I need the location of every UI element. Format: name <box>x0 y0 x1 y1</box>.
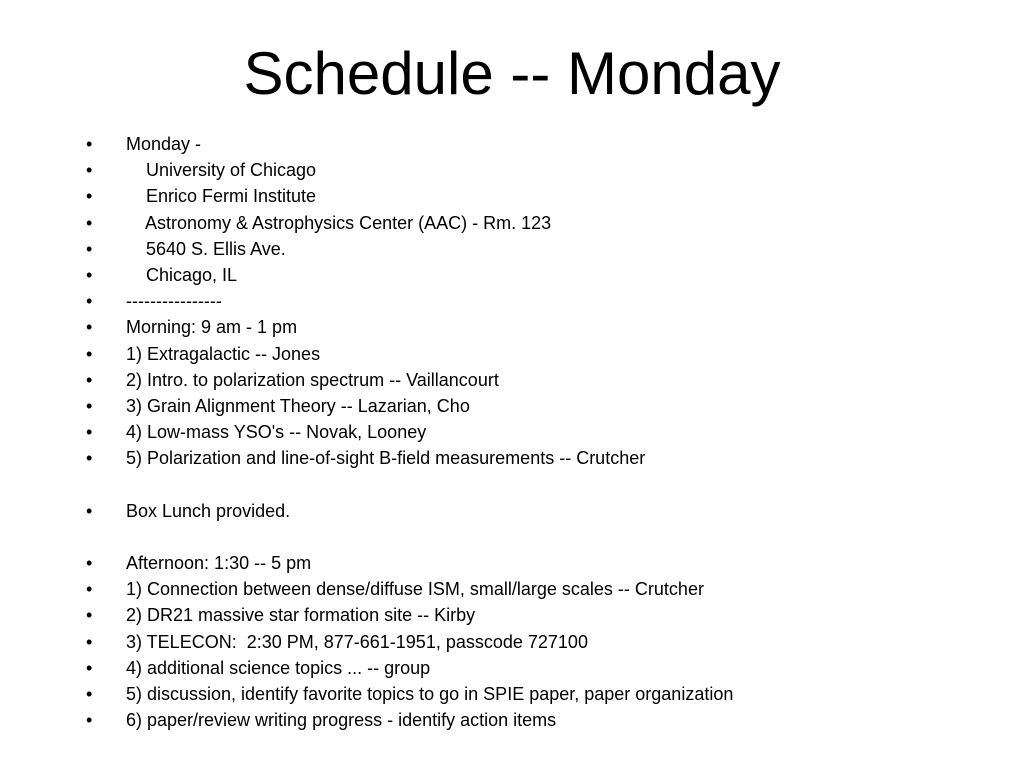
bullet-item <box>86 655 986 681</box>
slide-title: Schedule -- Monday <box>243 40 781 107</box>
bullet-item <box>86 576 986 602</box>
bullet-item <box>86 550 986 576</box>
bullet-dot-icon: • <box>86 160 93 181</box>
bullet-dot-icon: • <box>86 500 93 521</box>
bullet-dot-icon: • <box>86 264 93 285</box>
bullet-text: Enrico Fermi Institute <box>126 186 317 207</box>
bullet-item <box>86 393 986 419</box>
bullet-text: 2) Intro. to polarization spectrum -- Vaillancourt <box>126 369 499 390</box>
bullet-item <box>86 498 986 524</box>
bullet-dot-icon: • <box>86 422 93 443</box>
bullet-dot-icon: • <box>86 448 93 469</box>
bullet-dot-icon: • <box>86 710 93 731</box>
bullet-item <box>86 707 986 733</box>
bullet-dot-icon: • <box>86 317 93 338</box>
bullet-dot-icon: • <box>86 291 93 312</box>
bullet-text: 4) Low-mass YSO's -- Novak, Looney <box>126 422 427 443</box>
bullet-dot-icon: • <box>86 579 93 600</box>
bullet-text: Afternoon: 1:30 -- 5 pm <box>126 553 312 573</box>
bullet-dot-icon: • <box>86 186 93 207</box>
bullet-text: 3) Grain Alignment Theory -- Lazarian, Cho <box>126 395 470 416</box>
bullet-item <box>86 367 986 393</box>
bullet-text: Monday - <box>126 134 202 154</box>
bullet-item <box>86 131 986 157</box>
bullet-item <box>86 183 986 209</box>
bullet-dot-icon: • <box>86 238 93 259</box>
bullet-item <box>86 210 986 236</box>
bullet-item <box>86 602 986 628</box>
blank-line <box>86 471 986 497</box>
bullet-dot-icon: • <box>86 631 93 652</box>
bullet-dot-icon: • <box>86 683 93 704</box>
bullet-text: Morning: 9 am - 1 pm <box>126 317 298 338</box>
bullet-text: 1) Connection between dense/diffuse ISM, small/large scales -- Crutcher <box>126 579 704 600</box>
bullet-text: 5640 S. Ellis Ave. <box>126 238 286 259</box>
bullet-text: Astronomy & Astrophysics Center (AAC) - Rm. 123 <box>126 212 552 233</box>
bullet-text: Chicago, IL <box>126 264 238 285</box>
bullet-dot-icon: • <box>86 657 93 678</box>
bullet-text: ---------------- <box>126 291 222 312</box>
bullet-text: 2) DR21 massive star formation site -- Kirby <box>126 605 476 626</box>
bullet-dot-icon: • <box>86 369 93 390</box>
bullet-item <box>86 262 986 288</box>
bullet-dot-icon: • <box>86 212 93 233</box>
bullet-dot-icon: • <box>86 343 93 364</box>
bullet-dot-icon: • <box>86 605 93 626</box>
bullet-item <box>86 419 986 445</box>
bullet-item <box>86 629 986 655</box>
bullet-item <box>86 288 986 314</box>
bullet-item <box>86 236 986 262</box>
bullet-text: 5) Polarization and line-of-sight B-field measurements -- Crutcher <box>126 448 646 469</box>
bullet-text: 3) TELECON: 2:30 PM, 877-661-1951, passcode 727100 <box>126 631 588 652</box>
bullet-text: 6) paper/review writing progress - identify action items <box>126 710 557 731</box>
bullet-text: 1) Extragalactic -- Jones <box>126 343 321 364</box>
bullet-item <box>86 445 986 471</box>
bullet-text: 5) discussion, identify favorite topics to go in SPIE paper, paper organization <box>126 683 734 704</box>
blank-line <box>86 524 986 550</box>
bullet-list <box>86 131 986 733</box>
bullet-item <box>86 157 986 183</box>
bullet-item <box>86 314 986 340</box>
bullet-dot-icon: • <box>86 134 93 154</box>
bullet-dot-icon: • <box>86 395 93 416</box>
bullet-text: University of Chicago <box>126 160 317 181</box>
bullet-text: Box Lunch provided. <box>126 500 291 521</box>
bullet-item <box>86 341 986 367</box>
bullet-dot-icon: • <box>86 553 93 573</box>
bullet-text: 4) additional science topics ... -- group <box>126 657 431 678</box>
bullet-item <box>86 681 986 707</box>
